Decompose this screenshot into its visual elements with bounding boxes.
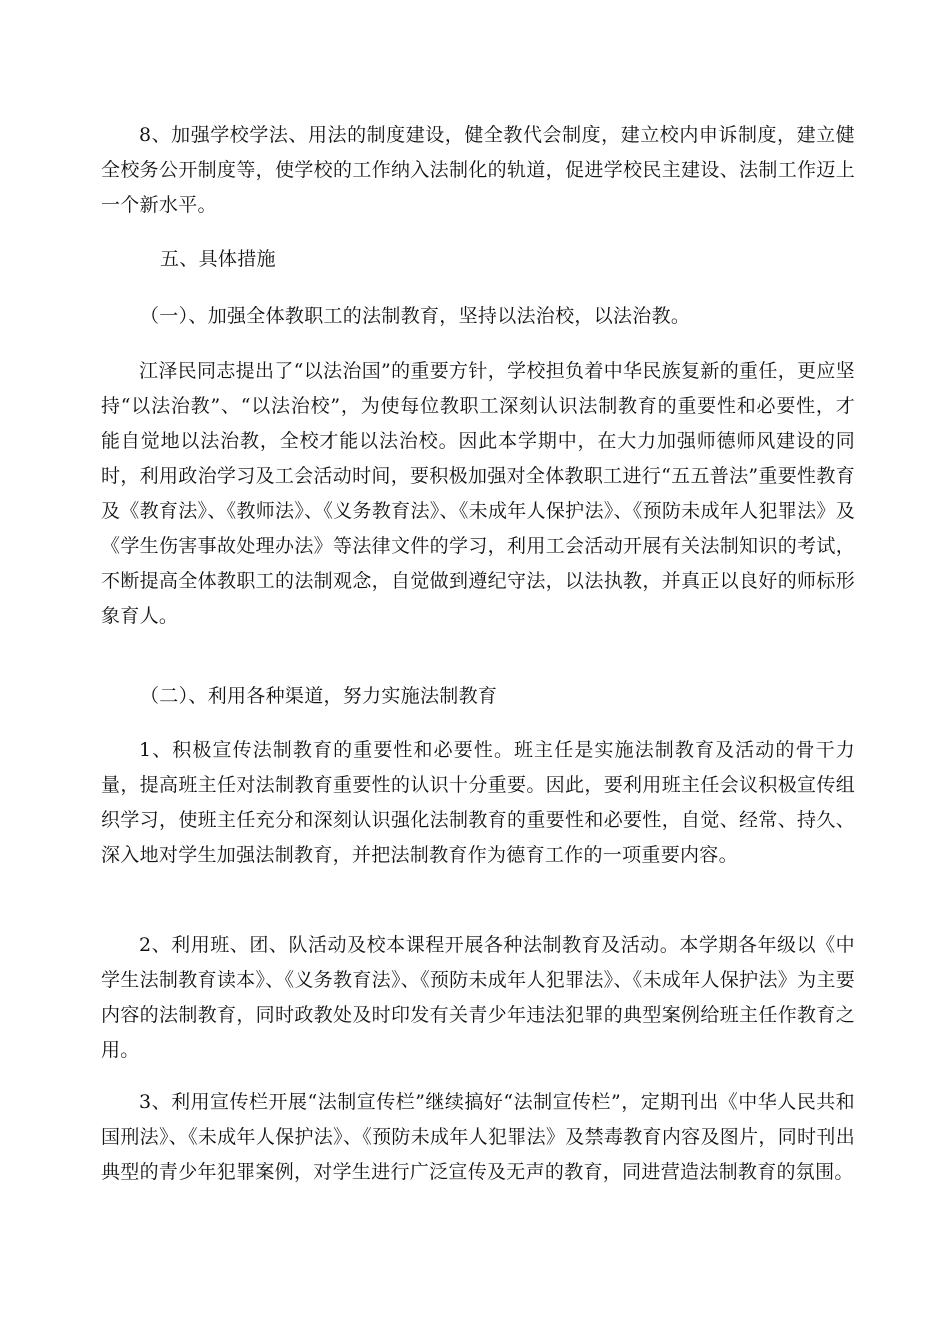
paragraph-item-3: 3、利用宣传栏开展“法制宣传栏”继续搞好“法制宣传栏”，定期刊出《中华人民共和国刑法》、《未成年人保护法》、《预防未成年人犯罪法》及禁毒教育内容及图片，同时刊出典型的青少年犯罪案例，对学生进行广泛宣传及无声的教育，同进营造法制教育的氛围。 <box>101 1091 855 1183</box>
section-heading-specific-measures: 五、具体措施 <box>160 248 276 270</box>
subsection-heading-1: （一）、加强全体教职工的法制教育，坚持以法治校，以法治教。 <box>140 305 691 327</box>
paragraph-subsection-1-body: 江泽民同志提出了“以法治国”的重要方针，学校担负着中华民族复新的重任，更应坚持“以法治教”、“以法治校”，为使每位教职工深刻认识法制教育的重要性和必要性，才能自觉地以法治教，全校才能以法治校。因此本学期中，在大力加强师德师风建设的同时，利用政治学习及工会活动时间，要积极加强对全体教职工进行“五五普法”重要性教育及《教育法》、《教师法》、《义务教育法》、《未成年人保护法》、《预防未成年人犯罪法》及《学生伤害事故处理办法》等法律文件的学习，利用工会活动开展有关法制知识的考试，不断提高全体教职工的法制观念，自觉做到遵纪守法，以法执教，并真正以良好的师标形象育人。 <box>101 360 855 627</box>
paragraph-item-8: 8、加强学校学法、用法的制度建设，健全教代会制度，建立校内申诉制度，建立健全校务公开制度等，使学校的工作纳入法制化的轨道，促进学校民主建设、法制工作迈上一个新水平。 <box>101 124 855 216</box>
subsection-heading-2: （二）、利用各种渠道，努力实施法制教育 <box>140 685 498 707</box>
paragraph-item-2: 2、利用班、团、队活动及校本课程开展各种法制教育及活动。本学期各年级以《中学生法制教育读本》、《义务教育法》、《预防未成年人犯罪法》、《未成年人保护法》为主要内容的法制教育，同时政教处及时印发有关青少年违法犯罪的典型案例给班主任作教育之用。 <box>101 934 855 1061</box>
paragraph-item-1: 1、积极宣传法制教育的重要性和必要性。班主任是实施法制教育及活动的骨干力量，提高班主任对法制教育重要性的认识十分重要。因此，要利用班主任会议积极宣传组织学习，使班主任充分和深刻认识强化法制教育的重要性和必要性，自觉、经常、持久、深入地对学生加强法制教育，并把法制教育作为德育工作的一项重要内容。 <box>101 739 855 866</box>
